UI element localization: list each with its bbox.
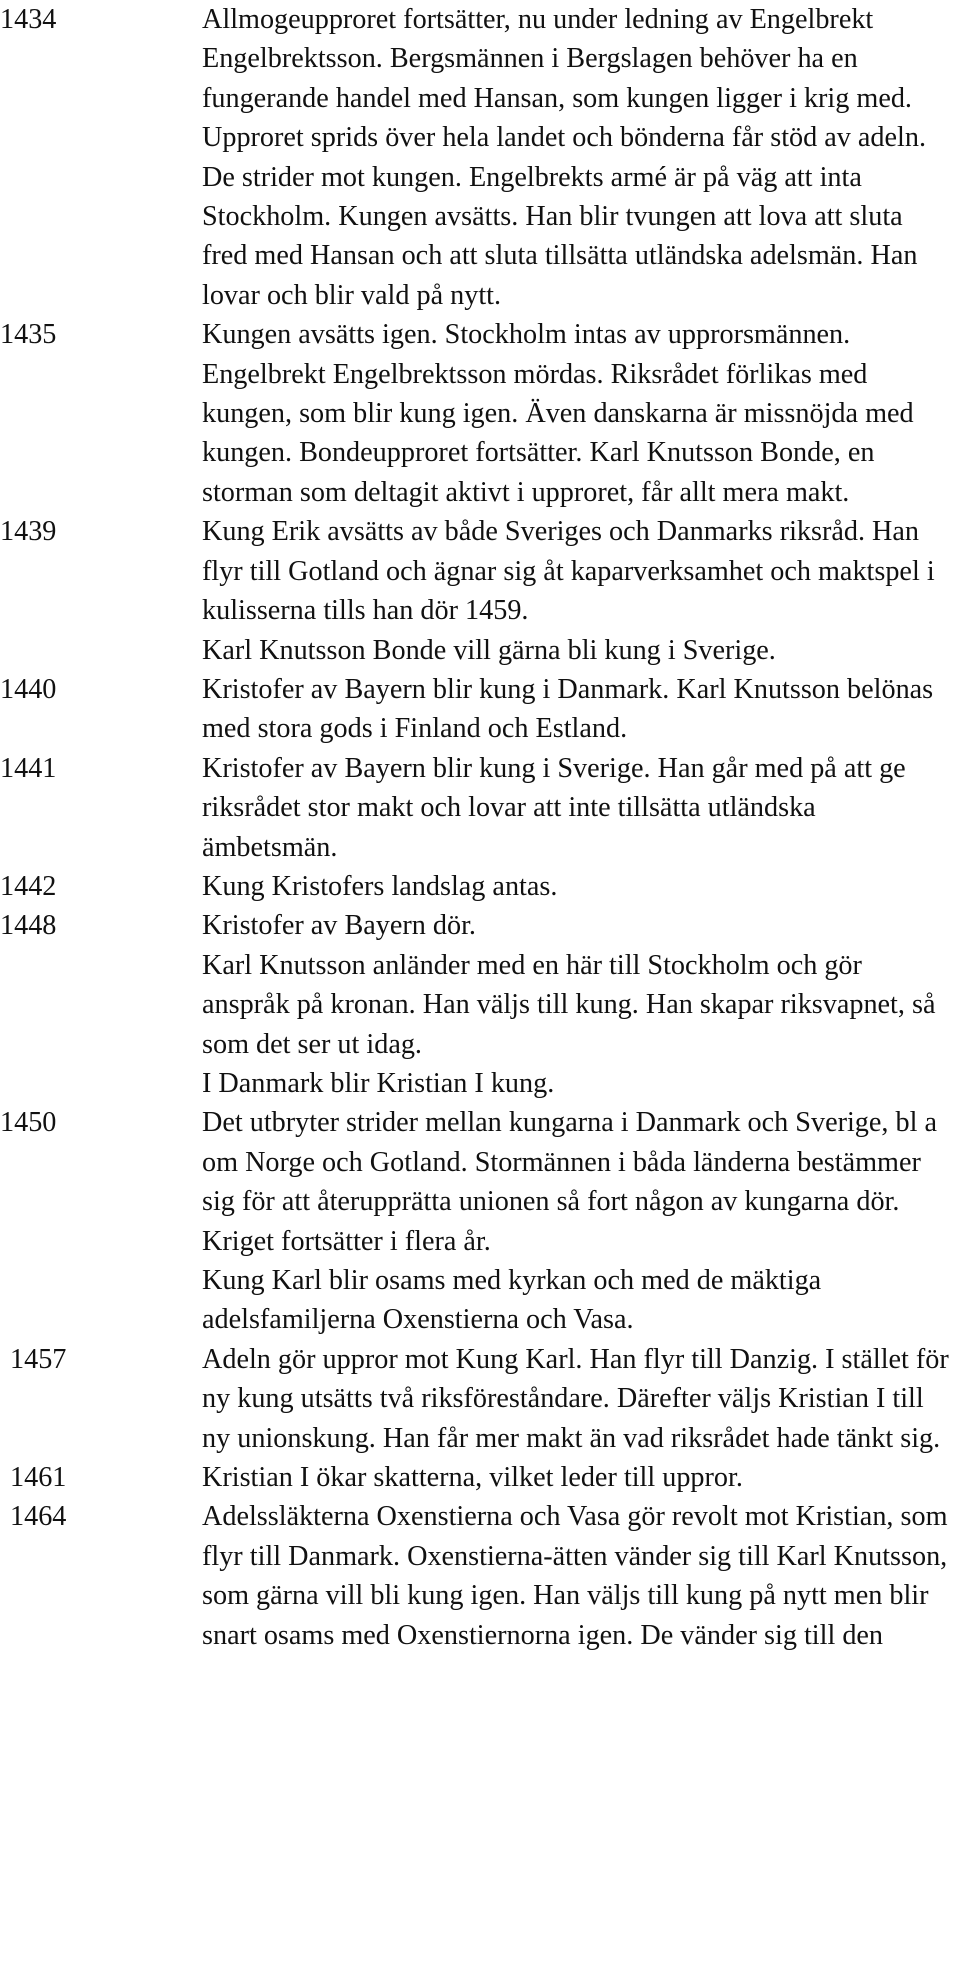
entry-paragraph: Karl Knutsson Bonde vill gärna bli kung i Sverige.: [202, 634, 776, 666]
entry-text: [202, 670, 954, 749]
entry-text: [202, 1458, 954, 1497]
year-label: 1439: [0, 516, 57, 548]
year-label: 1442: [0, 870, 57, 902]
year-label: 1435: [0, 319, 57, 351]
timeline-entry-1442: [0, 867, 960, 906]
entry-paragraph: Kung Kristofers landslag antas.: [202, 870, 558, 902]
entry-text: [202, 1497, 954, 1655]
entry-text: [202, 315, 954, 512]
timeline-entry-1434: [0, 0, 960, 315]
timeline-entry-1435: [0, 315, 960, 512]
timeline-entry-1464: [0, 1497, 960, 1655]
timeline-entry-1450: [0, 1103, 960, 1339]
entry-paragraph: Kristian I ökar skatterna, vilket leder till uppror.: [202, 1462, 743, 1494]
entry-text: [202, 1103, 954, 1339]
entry-paragraph: Adelssläkterna Oxenstierna och Vasa gör revolt mot Kristian, som flyr till Danmark. Oxenstierna-ätten vänder sig till Karl Knutsson, som gärna vill bli kung igen. Han väljs till kung på nytt men blir snart osams med Oxenstiernorna igen. De vänder sig till den: [202, 1501, 948, 1651]
entry-text: [202, 867, 954, 906]
timeline-entry-1457: [0, 1340, 960, 1458]
entry-paragraph: Kristofer av Bayern blir kung i Danmark. Karl Knutsson belönas med stora gods i Finland och Estland.: [202, 673, 934, 745]
entry-text: [202, 1340, 954, 1458]
entry-paragraph: I Danmark blir Kristian I kung.: [202, 1067, 555, 1099]
entry-paragraph: Adeln gör uppror mot Kung Karl. Han flyr till Danzig. I stället för ny kung utsätts två riksföreståndare. Därefter väljs Kristian I till ny unionskung. Han får mer makt än vad riksrådet hade tänkt sig.: [202, 1343, 949, 1454]
year-label: 1464: [10, 1501, 67, 1533]
entry-paragraph: Kristofer av Bayern blir kung i Sverige. Han går med på att ge riksrådet stor makt och lovar att inte tillsätta utländska ämbetsmän.: [202, 752, 906, 863]
timeline-entry-1439: [0, 512, 960, 670]
timeline-entry-1441: [0, 749, 960, 867]
timeline-entry-1461: [0, 1458, 960, 1497]
entry-text: [202, 512, 954, 670]
entry-paragraph: Allmogeupproret fortsätter, nu under ledning av Engelbrekt Engelbrektsson. Bergsmännen i Bergslagen behöver ha en fungerande handel med Hansan, som kungen ligger i krig med. Upproret sprids över hela landet och bönderna får stöd av adeln. De strider mot kungen. Engelbrekts armé är på väg att inta Stockholm. Kungen avsätts. Han blir tvungen att lova att sluta fred med Hansan och att sluta tillsätta utländska adelsmän. Han lovar och blir vald på nytt.: [202, 4, 927, 311]
year-label: 1461: [10, 1462, 67, 1494]
year-label: 1434: [0, 4, 57, 35]
year-label: 1448: [0, 910, 57, 942]
year-label: 1440: [0, 673, 57, 705]
entry-text: [202, 0, 954, 315]
entry-paragraph: Kung Karl blir osams med kyrkan och med de mäktiga adelsfamiljerna Oxenstierna och Vasa.: [202, 1265, 822, 1336]
entry-paragraph: Kristofer av Bayern dör.: [202, 910, 476, 942]
year-label: 1441: [0, 752, 57, 784]
timeline-entry-1448: [0, 906, 960, 1103]
timeline-entry-1440: [0, 670, 960, 749]
entry-paragraph: Kungen avsätts igen. Stockholm intas av upprorsmännen. Engelbrekt Engelbrektsson mördas. Riksrådet förlikas med kungen, som blir kung igen. Även danskarna är missnöjda med kungen. Bondeupproret fortsätter. Karl Knutsson Bonde, en storman som deltagit aktivt i upproret, får allt mera makt.: [202, 319, 914, 508]
entry-paragraph: Kung Erik avsätts av både Sveriges och Danmarks riksråd. Han flyr till Gotland och ägnar sig åt kaparverksamhet och maktspel i kulisserna tills han dör 1459.: [202, 516, 935, 627]
year-label: 1457: [10, 1343, 67, 1375]
entry-text: [202, 906, 954, 1103]
year-label: 1450: [0, 1107, 57, 1139]
entry-text: [202, 749, 954, 867]
entry-paragraph: Karl Knutsson anländer med en här till Stockholm och gör anspråk på kronan. Han väljs till kung. Han skapar riksvapnet, så som det ser ut idag.: [202, 949, 936, 1060]
entry-paragraph: Det utbryter strider mellan kungarna i Danmark och Sverige, bl a om Norge och Gotland. Stormännen i båda länderna bestämmer sig för att återupprätta unionen så fort någon av kungarna dör. Kriget fortsätter i flera år.: [202, 1107, 937, 1257]
